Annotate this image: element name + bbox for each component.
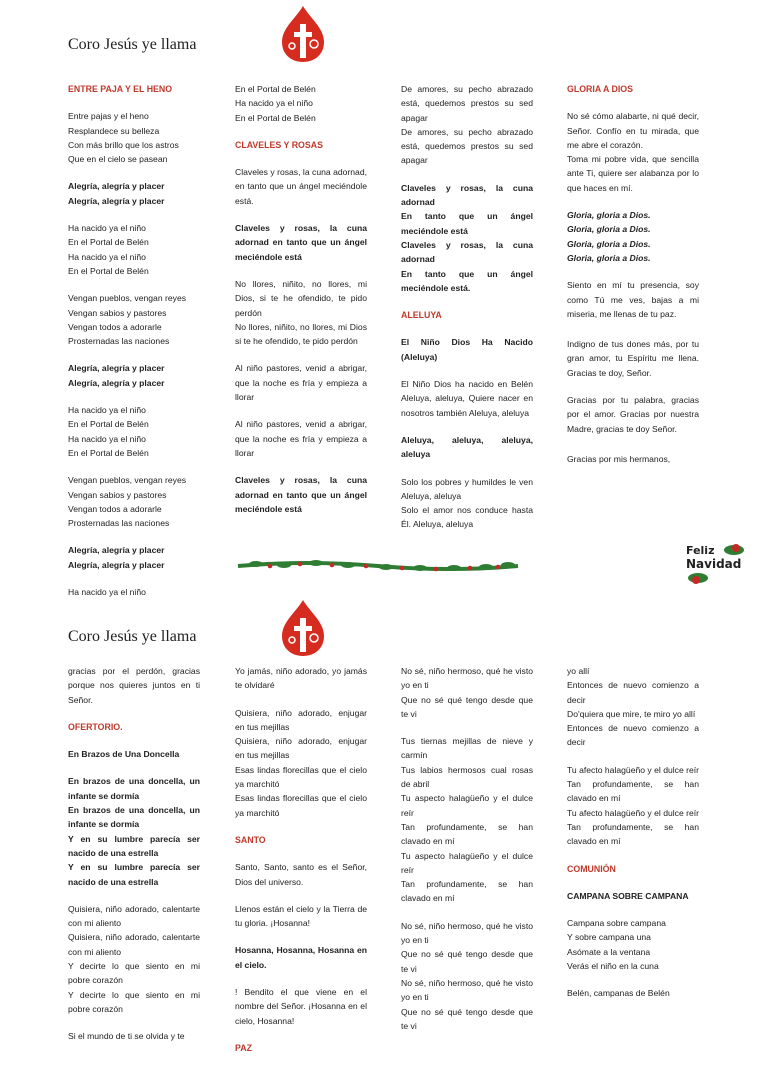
lyric-line: GLORIA A DIOS (567, 84, 633, 94)
lyric-line: Tu afecto halagüeño y el dulce reír (567, 807, 700, 818)
section-heading (68, 720, 200, 734)
column-4 (567, 82, 699, 479)
lyric-line: Tan profundamente, se han clavado en mí (567, 779, 699, 804)
lyric-line: Que no sé qué tengo desde que te vi (401, 1006, 533, 1031)
lyric-line: CLAVELES Y ROSAS (235, 139, 323, 150)
lyric-line: Claveles y rosas, la cuna adornad, en tanto que un ángel meciéndole está. (235, 167, 367, 206)
lyric-line: Quisiera, niño adorado, calentarte con mi aliento (68, 903, 200, 929)
lyric-verse (68, 902, 200, 1016)
lyric-line: Campana sobre campana (567, 918, 666, 929)
lyric-line: Do'quiera que mire, te miro yo allí (567, 708, 696, 719)
lyric-line: En el Portal de Belén (68, 447, 149, 458)
lyric-line: Tan profundamente, se han clavado en mí (567, 821, 699, 847)
lyric-line: No llores, niñito, no llores, mi Dios si te he ofendido, te pido perdón (235, 321, 367, 347)
lyric-line: Alegría, alegría y placer (68, 559, 165, 570)
choir-logo-icon (280, 598, 326, 658)
lyric-line: No sé, niño hermoso, qué he visto yo en ti (401, 920, 533, 946)
chorus-verse (68, 747, 200, 761)
column-3 (401, 664, 533, 1046)
column-4 (567, 664, 699, 1014)
lyric-line: No llores, niñito, no llores, mi Dios, si te he ofendido, te pido perdón (235, 278, 367, 318)
lyric-line: Tu aspecto halagüeño y el dulce reír (401, 850, 533, 875)
lyric-line: Y en su lumbre parecía ser nacido de una estrella (68, 833, 200, 858)
column-2 (235, 664, 367, 1068)
lyric-verse (68, 221, 200, 278)
lyric-verse (401, 377, 533, 420)
lyric-line: Alegría, alegría y placer (68, 195, 165, 206)
lyric-line: Aleluya, aleluya, aleluya, aleluya (401, 434, 533, 460)
column-1 (68, 664, 200, 1057)
lyric-verse (235, 860, 367, 889)
section-heading (235, 1041, 367, 1055)
lyric-line: Y en su lumbre parecía ser nacido de una estrella (68, 862, 200, 887)
lyric-line: Que no sé qué tengo desde que te vi (401, 694, 533, 719)
lyric-line: Gloria, gloria a Dios. (567, 210, 651, 221)
lyric-line: Claveles y rosas, la cuna adornad (401, 239, 533, 265)
lyric-line: Gloria, gloria a Dios. (567, 224, 651, 235)
lyric-line: Prosternadas las naciones (68, 518, 170, 529)
lyric-line: Vengan sabios y pastores (68, 489, 167, 500)
lyric-line: Alegría, alegría y placer (68, 363, 165, 374)
lyric-line: Gloria, gloria a Dios. (567, 252, 651, 263)
lyric-line: En tanto que un ángel meciéndole está. (401, 268, 533, 293)
lyric-line: Gracias por tu palabra, gracias por el amor. Gracias por nuestra Madre, gracias te doy Señor. (567, 395, 699, 434)
choir-logo-icon (280, 4, 326, 64)
page-title: Coro Jesús ye llama (68, 36, 197, 53)
section-heading (68, 82, 200, 96)
section-heading (567, 862, 699, 876)
chorus-verse (68, 361, 200, 390)
lyric-line: En el Portal de Belén (68, 265, 149, 276)
songbook-page-2 (0, 586, 768, 1053)
chorus-verse (401, 433, 533, 462)
column-3 (401, 82, 533, 545)
lyric-verse (68, 1029, 200, 1043)
lyric-line: Quisiera, niño adorado, enjugar en tus mejillas (235, 707, 367, 732)
lyric-line: Alegría, alegría y placer (68, 181, 165, 192)
lyric-verse (567, 986, 699, 1000)
lyric-verse (567, 109, 699, 195)
lyric-line: Ha nacido ya el niño (68, 405, 146, 416)
lyric-line: El Niño Dios Ha Nacido (Aleluya) (401, 337, 533, 362)
lyric-line: Vengan pueblos, vengan reyes (68, 475, 187, 486)
lyric-line: Que no sé qué tengo desde que te vi (401, 949, 533, 974)
feliz-text: Feliz (686, 544, 715, 557)
lyric-line: Vengan todos a adorarle (68, 321, 162, 332)
lyric-verse (235, 277, 367, 348)
section-heading (235, 138, 367, 152)
lyric-line: Tu afecto halagüeño y el dulce reír (567, 764, 700, 775)
lyric-verse (235, 82, 367, 125)
section-heading (401, 308, 533, 322)
lyric-verse (567, 337, 699, 380)
lyric-line: Si el mundo de ti se olvida y te (68, 1031, 185, 1042)
lyric-verse (401, 919, 533, 1033)
lyric-line: OFERTORIO. (68, 721, 123, 732)
lyric-line: Entre pajas y el heno (68, 111, 149, 122)
lyric-verse (401, 475, 533, 532)
chorus-verse (68, 543, 200, 572)
lyric-line: En brazos de una doncella, un infante se dormía (68, 805, 200, 830)
christmas-garland-divider (236, 556, 520, 572)
lyric-line: Vengan pueblos, vengan reyes (68, 293, 187, 304)
lyric-verse (567, 664, 699, 750)
lyric-line: En el Portal de Belén (235, 112, 316, 123)
lyric-line: Ha nacido ya el niño (235, 98, 313, 109)
lyric-verse (235, 664, 367, 693)
lyric-line: Yo jamás, niño adorado, yo jamás te olvidaré (235, 666, 367, 691)
lyric-line: Entonces de nuevo comienzo a decir (567, 723, 699, 748)
lyric-verse (235, 417, 367, 460)
chorus-verse (401, 181, 533, 295)
lyric-line: Con más brillo que los astros (68, 139, 179, 150)
lyric-verse (235, 706, 367, 820)
lyric-line: Llenos están el cielo y la Tierra de tu gloria. ¡Hosanna! (235, 903, 367, 929)
lyric-line: Vengan sabios y pastores (68, 307, 167, 318)
lyric-line: De amores, su pecho abrazado está, quedemos prestos su sed apagar (401, 126, 533, 166)
lyric-line: SANTO (235, 834, 266, 845)
lyric-line: Y decirte lo que siento en mi pobre corazón (68, 989, 200, 1014)
lyric-verse (567, 763, 699, 849)
lyric-line: ENTRE PAJA Y EL HENO (68, 84, 173, 94)
gloria-refrain (567, 208, 699, 265)
lyric-line: Indigno de tus dones más, por tu gran amor, tu Espíritu me llena. Gracias te doy, Señor. (567, 339, 699, 378)
chorus-verse (235, 221, 367, 264)
chorus-verse (68, 179, 200, 208)
lyric-verse (68, 403, 200, 460)
column-1 (68, 82, 200, 612)
lyric-line: El Niño Dios ha nacido en Belén Aleluya, aleluya, Quiere nacer en nosotros también Aleluya, aleluya (401, 379, 533, 418)
lyric-verse (235, 165, 367, 208)
lyric-line: En Brazos de Una Doncella (68, 749, 180, 760)
lyric-line: Siento en mí tu presencia, soy como Tú me ves, bajas a mi miseria, me llenas de tu paz. (567, 280, 699, 319)
section-heading (567, 82, 699, 96)
column-2 (235, 82, 367, 529)
chorus-verse (567, 889, 699, 903)
lyric-verse (567, 916, 699, 973)
lyric-line: En brazos de una doncella, un infante se dormía (68, 776, 200, 801)
lyric-line: Ha nacido ya el niño (68, 251, 146, 262)
lyric-line: No sé, niño hermoso, qué he visto yo en ti (401, 977, 533, 1003)
lyric-line: Alegría, alegría y placer (68, 377, 165, 388)
page-title-2: Coro Jesús ye llama (68, 628, 197, 645)
lyric-verse (68, 109, 200, 166)
lyric-verse (235, 985, 367, 1028)
lyric-line: Y sobre campana una (567, 932, 651, 943)
lyric-line: Entonces de nuevo comienzo a decir (567, 680, 699, 705)
lyric-line: Tan profundamente, se han clavado en mí (401, 879, 533, 904)
lyric-verse (68, 664, 200, 707)
navidad-text: Navidad (686, 557, 742, 571)
chorus-verse (235, 943, 367, 972)
lyric-verse (401, 664, 533, 721)
lyric-line: Gracias por mis hermanos, (567, 453, 671, 464)
lyric-line: Solo el amor nos conduce hasta Él. Aleluya, aleluya (401, 505, 533, 530)
lyric-line: Tan profundamente, se han clavado en mí (401, 821, 533, 847)
lyric-verse (68, 291, 200, 348)
lyric-line: CAMPANA SOBRE CAMPANA (567, 890, 689, 901)
lyric-line: Claveles y rosas, la cuna adornad en tanto que un ángel meciéndole está (235, 223, 367, 262)
lyric-line: Santo, Santo, santo es el Señor, Dios del universo. (235, 862, 367, 887)
lyric-line: Esas lindas florecillas que el cielo ya marchitó (235, 793, 367, 818)
lyric-line: En el Portal de Belén (235, 84, 316, 94)
chorus-verse (68, 774, 200, 888)
lyric-line: ALELUYA (401, 310, 442, 321)
lyric-line: Tus labios hermosos cual rosas de abril (401, 764, 533, 790)
lyric-line: De amores, su pecho abrazado está, quedemos prestos su sed apagar (401, 84, 533, 123)
lyric-line: No sé cómo alabarte, ni qué decir, Señor. Confío en tu mirada, que me abre el corazón. (567, 111, 699, 150)
lyric-verse (235, 902, 367, 931)
lyric-line: Claveles y rosas, la cuna adornad en tanto que un ángel meciéndole está (235, 475, 367, 514)
lyric-line: Asómate a la ventana (567, 946, 651, 957)
lyric-line: Al niño pastores, venid a abrigar, que la noche es fría y empieza a llorar (235, 419, 367, 458)
lyric-verse (401, 734, 533, 906)
chorus-verse (235, 473, 367, 516)
lyric-line: En tanto que un ángel meciéndole está (401, 211, 533, 236)
chorus-verse (401, 335, 533, 364)
lyric-line: Al niño pastores, venid a abrigar, que la noche es fría y empieza a llorar (235, 363, 367, 403)
lyric-verse (235, 361, 367, 404)
lyric-verse (567, 393, 699, 436)
lyric-line: Quisiera, niño adorado, enjugar en tus mejillas (235, 736, 367, 761)
lyric-line: Alegría, alegría y placer (68, 545, 165, 556)
lyric-line: yo allí (567, 666, 590, 676)
lyric-line: Hosanna, Hosanna, Hosanna en el cielo. (235, 945, 367, 970)
lyric-line: Que en el cielo se pasean (68, 154, 168, 165)
section-heading (235, 833, 367, 847)
lyric-line: En el Portal de Belén (68, 237, 149, 248)
lyric-line: Esas lindas florecillas que el cielo ya marchitó (235, 764, 367, 790)
lyric-line: Toma mi pobre vida, que sencilla ante Ti, quiere ser alabanza por lo que haces en mí. (567, 154, 699, 193)
lyric-verse (401, 82, 533, 168)
lyric-line: Ha nacido ya el niño (68, 587, 146, 598)
lyric-line: ! Bendito el que viene en el nombre del Señor. ¡Hosanna en el cielo, Hosanna! (235, 987, 367, 1026)
lyric-line: Vengan todos a adorarle (68, 503, 162, 514)
lyric-line: Tu aspecto halagüeño y el dulce reír (401, 793, 533, 818)
lyric-line: PAZ (235, 1042, 252, 1053)
lyric-line: Y decirte lo que siento en mi pobre corazón (68, 961, 200, 986)
lyric-verse (68, 473, 200, 530)
lyric-line: Solo los pobres y humildes le ven Aleluya, aleluya (401, 476, 533, 501)
lyric-line: Claveles y rosas, la cuna adornad (401, 182, 533, 208)
lyric-line: En el Portal de Belén (68, 419, 149, 430)
lyric-line: Resplandece su belleza (68, 125, 160, 136)
lyric-line: Belén, campanas de Belén (567, 988, 670, 999)
lyric-line: Gloria, gloria a Dios. (567, 238, 651, 249)
lyric-line: Quisiera, niño adorado, calentarte con mi aliento (68, 932, 200, 957)
lyric-verse (567, 452, 699, 466)
lyric-line: Verás el niño en la cuna (567, 961, 659, 972)
lyric-line: Ha nacido ya el niño (68, 433, 146, 444)
lyric-line: No sé, niño hermoso, qué he visto yo en ti (401, 666, 533, 691)
feliz-navidad-graphic (684, 540, 748, 586)
lyric-verse (567, 278, 699, 321)
lyric-line: Tus tiernas mejillas de nieve y carmín (401, 736, 533, 761)
lyric-line: Ha nacido ya el niño (68, 223, 146, 234)
lyric-line: Prosternadas las naciones (68, 336, 170, 347)
lyric-line: COMUNIÓN (567, 863, 616, 874)
lyric-line: gracias por el perdón, gracias porque nos quieres juntos en ti Señor. (68, 666, 200, 705)
